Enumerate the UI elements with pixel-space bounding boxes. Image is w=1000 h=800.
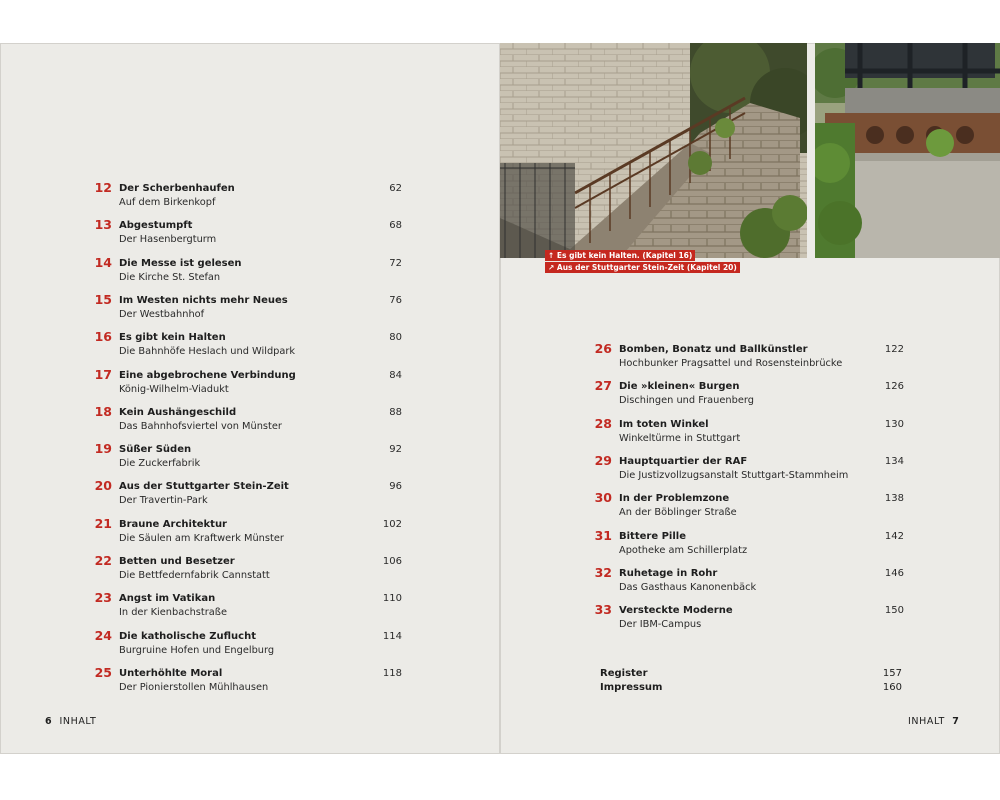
toc-entry [86, 591, 402, 621]
chapter-subtitle: Die Bettfedernfabrik Cannstatt [119, 570, 270, 581]
chapter-number: 14 [94, 254, 112, 270]
chapter-number: 12 [94, 180, 112, 195]
chapter-title: Ruhetage in Rohr [619, 567, 718, 579]
chapter-title: Angst im Vatikan [119, 593, 216, 605]
impressum-page: 160 [882, 682, 902, 693]
chapter-page-number: 110 [382, 593, 402, 605]
chapter-subtitle: Burgruine Hofen und Engelburg [119, 644, 275, 656]
chapter-subtitle: Der Hasenbergturm [119, 234, 217, 246]
chapter-page-number: 146 [884, 567, 904, 579]
chapter-title: Eine abgebrochene Verbindung [119, 369, 296, 381]
chapter-number: 17 [94, 366, 112, 382]
chapter-title: Unterhöhlte Moral [119, 667, 223, 679]
chapter-page-number: 142 [884, 530, 904, 542]
chapter-number: 18 [94, 403, 112, 419]
toc-entry [86, 554, 402, 584]
chapter-subtitle: Der IBM-Campus [619, 619, 702, 631]
chapter-subtitle: Auf dem Birkenkopf [119, 197, 216, 208]
chapter-subtitle: Die Säulen am Kraftwerk Münster [119, 532, 284, 544]
chapter-page-number: 62 [389, 183, 402, 194]
chapter-number: 26 [594, 341, 612, 356]
toc-entry [586, 491, 904, 521]
chapter-number: 19 [94, 441, 112, 457]
chapter-page-number: 126 [884, 381, 904, 393]
chapter-subtitle: In der Kienbachstraße [119, 607, 227, 619]
chapter-number: 32 [594, 564, 612, 580]
footer-right [908, 716, 959, 728]
rusty-machinery-photo [815, 43, 1000, 258]
toc-entry [86, 405, 402, 435]
chapter-number: 21 [94, 515, 112, 531]
chapter-number: 24 [94, 627, 112, 643]
chapter-number: 23 [94, 590, 112, 606]
toc-entry [586, 603, 904, 633]
toc-entry [86, 629, 402, 659]
chapter-title: Braune Architektur [119, 518, 227, 530]
chapter-title: Süßer Süden [119, 444, 192, 456]
chapter-title: Versteckte Moderne [619, 605, 733, 617]
chapter-subtitle: Hochbunker Pragsattel und Rosensteinbrücke [619, 358, 843, 369]
chapter-title: Bittere Pille [619, 530, 686, 542]
toc-entry [86, 442, 402, 472]
chapter-subtitle: König-Wilhelm-Viadukt [119, 383, 229, 395]
impressum-label: Impressum [600, 682, 663, 693]
footer-left [45, 716, 96, 728]
toc-entry [86, 330, 402, 360]
toc-entry [86, 293, 402, 323]
chapter-number: 33 [594, 602, 612, 618]
chapter-page-number: 150 [884, 605, 904, 617]
chapter-page-number: 130 [884, 418, 904, 430]
register-label: Register [600, 668, 648, 679]
chapter-page-number: 80 [389, 332, 402, 344]
toc-entry [86, 218, 402, 248]
photo-caption-chapter-20: ↗ Aus der Stuttgarter Stein-Zeit (Kapitel 20) [545, 262, 740, 273]
toc-entry [586, 529, 904, 559]
chapter-page-number: 102 [382, 518, 402, 530]
stone-staircase-photo [500, 43, 807, 258]
chapter-page-number: 72 [389, 257, 402, 269]
chapter-number: 25 [94, 664, 112, 680]
chapter-subtitle: Dischingen und Frauenberg [619, 395, 754, 407]
chapter-subtitle: Das Gasthaus Kanonenbäck [619, 581, 757, 593]
chapter-title: Hauptquartier der RAF [619, 455, 748, 467]
chapter-number: 20 [94, 478, 112, 494]
running-head-right: INHALT [908, 716, 945, 727]
chapter-page-number: 92 [389, 444, 402, 456]
chapter-subtitle: Die Zuckerfabrik [119, 458, 201, 470]
chapter-title: Betten und Besetzer [119, 556, 235, 567]
chapter-number: 30 [594, 490, 612, 506]
chapter-subtitle: Der Westbahnhof [119, 308, 205, 320]
chapter-title: Der Scherbenhaufen [119, 183, 235, 194]
chapter-number: 28 [594, 415, 612, 431]
chapter-subtitle: An der Böblinger Straße [619, 507, 737, 519]
toc-entry [586, 566, 904, 596]
toc-entry [86, 479, 402, 509]
chapter-title: Die Messe ist gelesen [119, 257, 242, 269]
chapter-title: Kein Aushängeschild [119, 406, 237, 418]
chapter-page-number: 96 [389, 481, 402, 493]
chapter-title: Es gibt kein Halten [119, 332, 226, 344]
chapter-subtitle: Der Pionierstollen Mühlhausen [119, 681, 269, 693]
chapter-title: Im toten Winkel [619, 418, 709, 430]
chapter-number: 16 [94, 329, 112, 345]
chapter-number: 13 [94, 217, 112, 233]
chapter-page-number: 122 [884, 344, 904, 355]
chapter-page-number: 88 [389, 406, 402, 418]
page-number-right: 7 [952, 716, 960, 727]
chapter-page-number: 138 [884, 493, 904, 505]
chapter-page-number: 114 [382, 630, 402, 642]
chapter-title: Aus der Stuttgarter Stein-Zeit [119, 481, 289, 493]
toc-entry [586, 379, 904, 409]
chapter-page-number: 118 [382, 667, 402, 679]
chapter-title: Die »kleinen« Burgen [619, 381, 740, 393]
chapter-number: 15 [94, 291, 112, 307]
page-number-left: 6 [45, 716, 53, 727]
chapter-number: 27 [594, 378, 612, 394]
register-page: 157 [882, 668, 902, 679]
toc-register-entry [600, 667, 902, 681]
chapter-subtitle: Die Justizvollzugsanstalt Stuttgart-Stammheim [619, 469, 849, 481]
running-head-left: INHALT [59, 716, 97, 727]
toc-entry [586, 454, 904, 484]
chapter-number: 31 [594, 527, 612, 543]
chapter-subtitle: Das Bahnhofsviertel von Münster [119, 420, 282, 432]
chapter-page-number: 106 [382, 556, 402, 567]
chapter-page-number: 134 [884, 455, 904, 467]
toc-entry [86, 256, 402, 286]
toc-entry [586, 342, 904, 372]
chapter-page-number: 84 [389, 369, 402, 381]
chapter-title: Abgestumpft [119, 220, 193, 232]
chapter-number: 22 [94, 553, 112, 568]
toc-entry [86, 181, 402, 211]
toc-entry [86, 368, 402, 398]
chapter-page-number: 76 [389, 294, 402, 306]
chapter-subtitle: Die Bahnhöfe Heslach und Wildpark [119, 346, 296, 358]
chapter-title: Die katholische Zuflucht [119, 630, 257, 642]
toc-entry [86, 517, 402, 547]
toc-impressum-entry [600, 681, 902, 695]
chapter-subtitle: Apotheke am Schillerplatz [619, 544, 748, 556]
photo-caption-chapter-16: ↑ Es gibt kein Halten. (Kapitel 16) [545, 250, 695, 261]
chapter-subtitle: Winkeltürme in Stuttgart [619, 432, 741, 444]
chapter-title: Im Westen nichts mehr Neues [119, 294, 288, 306]
chapter-page-number: 68 [389, 220, 402, 232]
chapter-subtitle: Der Travertin-Park [119, 495, 208, 507]
chapter-title: Bomben, Bonatz und Ballkünstler [619, 344, 808, 355]
chapter-number: 29 [594, 452, 612, 468]
chapter-title: In der Problemzone [619, 493, 730, 505]
toc-entry [586, 417, 904, 447]
chapter-subtitle: Die Kirche St. Stefan [119, 271, 221, 283]
toc-entry [86, 666, 402, 696]
